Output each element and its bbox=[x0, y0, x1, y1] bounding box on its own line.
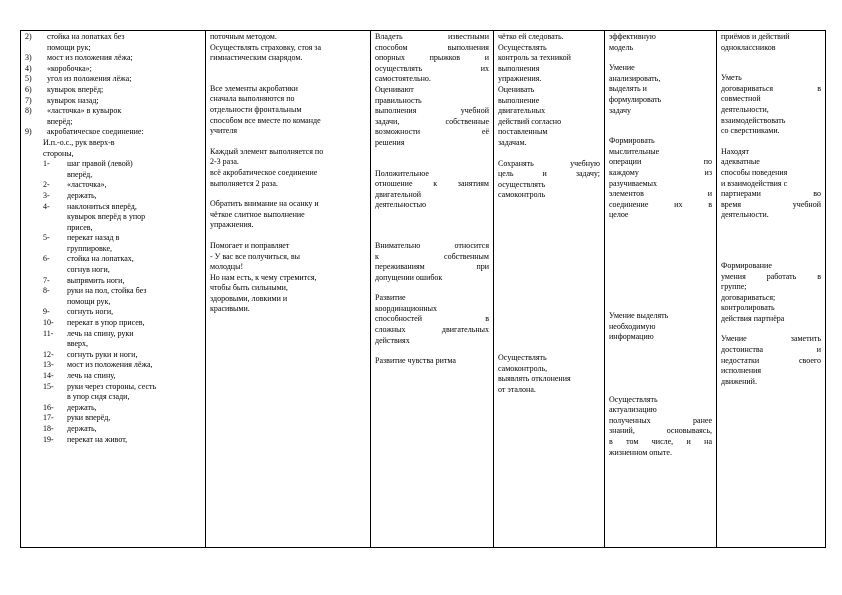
text-line: Осуществлять страховку, стоя за bbox=[210, 42, 321, 52]
text-line: способом все вместе по команде bbox=[210, 115, 321, 125]
list-item-number: 9- bbox=[43, 307, 50, 317]
text-line: взаимодействовать bbox=[721, 115, 786, 125]
list-item-text: «ласточка», bbox=[67, 180, 107, 190]
list-item bbox=[25, 202, 201, 213]
text-line: выявлять отклонения bbox=[498, 374, 571, 384]
text-line: достоинства и bbox=[721, 345, 821, 355]
text-line: чёткое слитное выполнение bbox=[210, 209, 305, 219]
list-item-number: 18- bbox=[43, 423, 54, 433]
text-line: Но нам есть, к чему стремится, bbox=[210, 272, 317, 282]
list-item bbox=[25, 32, 201, 43]
text-line: Все элементы акробатики bbox=[210, 83, 298, 93]
list-item-text: «ласточка» в кувырок bbox=[47, 106, 122, 116]
text-line: эффективную bbox=[609, 32, 656, 41]
text-line: опорных прыжков и bbox=[375, 53, 489, 63]
text-line: способы поведения bbox=[721, 167, 788, 177]
text-line: в том числе, и на bbox=[609, 437, 712, 447]
list-item-number: 4- bbox=[43, 201, 50, 211]
list-item bbox=[25, 127, 201, 138]
text-line: анализировать, bbox=[609, 73, 661, 83]
text-line: от эталона. bbox=[498, 384, 536, 394]
text-line: чтобы быть сильными, bbox=[210, 283, 288, 293]
text-line: способностей в bbox=[375, 314, 489, 324]
list-item-number: 2) bbox=[25, 32, 32, 41]
list-item-number: 6- bbox=[43, 254, 50, 264]
list-item-text: угол из положения лёжа; bbox=[47, 74, 132, 84]
list-item bbox=[25, 223, 201, 234]
text-line: Формирование bbox=[721, 260, 772, 270]
text-line: Развитие чувства ритма bbox=[375, 356, 456, 366]
regulatory-paragraph bbox=[498, 32, 600, 149]
list-item-text: держать, bbox=[67, 402, 97, 412]
list-item-number: 14- bbox=[43, 371, 54, 380]
list-item bbox=[25, 212, 201, 223]
list-item-text: акробатическое соединение: bbox=[47, 127, 144, 137]
text-line: договариваться; bbox=[721, 292, 776, 302]
list-item-number: 8) bbox=[25, 106, 32, 116]
text-line: двигательной bbox=[375, 189, 422, 199]
list-item-text: лечь на спину, bbox=[67, 371, 116, 380]
text-line: самостоятельно. bbox=[375, 74, 431, 84]
list-item-text: согнув ноги, bbox=[67, 265, 110, 275]
list-item bbox=[25, 180, 201, 191]
text-line: исполнения bbox=[721, 366, 762, 376]
combo-intro-line: И.п.-о.с., рук вверх-в bbox=[43, 137, 115, 147]
text-line: операции по bbox=[609, 157, 712, 167]
text-line: разучиваемых bbox=[609, 178, 658, 188]
list-item bbox=[25, 74, 201, 85]
text-line: договариваться в bbox=[721, 83, 821, 93]
regulatory-actions-cell bbox=[494, 31, 605, 548]
list-item-text: кувырок назад; bbox=[47, 95, 99, 105]
text-line: задачу bbox=[609, 105, 632, 115]
text-line: правильность bbox=[375, 95, 422, 105]
list-item-text: вверх, bbox=[67, 339, 89, 349]
communicative-actions-cell bbox=[717, 31, 826, 548]
results-paragraph bbox=[375, 169, 489, 211]
list-item bbox=[25, 339, 201, 350]
list-item bbox=[25, 307, 201, 318]
list-item-number: 4) bbox=[25, 63, 32, 73]
list-item bbox=[25, 64, 201, 75]
results-paragraph bbox=[375, 356, 489, 367]
text-line: возможности её bbox=[375, 127, 489, 137]
list-item-number: 3) bbox=[25, 53, 32, 63]
list-item-number: 13- bbox=[43, 360, 54, 370]
list-item-number: 5- bbox=[43, 233, 50, 243]
text-line: со сверстниками. bbox=[721, 126, 780, 136]
text-line: выделять и bbox=[609, 84, 647, 94]
text-line: Формировать bbox=[609, 136, 655, 146]
list-item-text: стойка на лопатках без bbox=[47, 32, 125, 41]
combo-intro-line: стороны, bbox=[43, 148, 74, 158]
text-line: контроль за техникой bbox=[498, 53, 571, 63]
list-item bbox=[25, 286, 201, 297]
list-item bbox=[25, 233, 201, 244]
list-item-text: руки на пол, стойка без bbox=[67, 286, 147, 296]
list-item-text: вперёд, bbox=[67, 169, 93, 179]
list-item bbox=[25, 360, 201, 371]
text-line: Осуществлять bbox=[609, 394, 658, 404]
list-item-text: шаг правой (левой) bbox=[67, 159, 133, 169]
list-item-number: 8- bbox=[43, 286, 50, 296]
text-line: движений. bbox=[721, 376, 757, 386]
text-line: допущении ошибок bbox=[375, 272, 443, 282]
text-line: Обратить внимание на осанку и bbox=[210, 199, 319, 209]
text-line: Сохранять учебную bbox=[498, 158, 600, 168]
text-line: самоконтроль bbox=[498, 190, 546, 200]
list-item-text: помощи рук; bbox=[47, 42, 91, 52]
list-item-text: согнуть ноги, bbox=[67, 307, 114, 317]
text-line: Осуществлять bbox=[498, 352, 547, 362]
list-item-text: согнуть руки и ноги, bbox=[67, 349, 138, 359]
list-item bbox=[25, 43, 201, 54]
list-item-text: кувырок вперёд; bbox=[47, 84, 104, 94]
list-item bbox=[25, 117, 201, 128]
text-line: деятельности. bbox=[721, 210, 769, 220]
text-line: молодцы! bbox=[210, 262, 244, 272]
list-item bbox=[25, 371, 201, 382]
list-item bbox=[25, 106, 201, 117]
notes-paragraph bbox=[210, 199, 366, 231]
text-line: Находят bbox=[721, 146, 750, 156]
text-line: выполнения bbox=[498, 63, 540, 73]
text-line: жизненном опыте. bbox=[609, 447, 672, 457]
list-item bbox=[25, 276, 201, 287]
list-item-number: 6) bbox=[25, 84, 32, 94]
list-item-text: перекат на живот, bbox=[67, 434, 128, 444]
list-item-text: руки через стороны, сесть bbox=[67, 381, 157, 391]
text-line: Уметь bbox=[721, 73, 742, 83]
list-item bbox=[25, 382, 201, 393]
text-line: целое bbox=[609, 210, 629, 220]
text-line: здоровыми, ловкими и bbox=[210, 293, 288, 303]
text-line: деятельности, bbox=[721, 104, 769, 114]
text-line: необходимую bbox=[609, 321, 656, 331]
text-line: Положительное bbox=[375, 168, 429, 178]
list-item bbox=[25, 254, 201, 265]
list-item bbox=[25, 318, 201, 329]
list-item-text: наклониться вперёд, bbox=[67, 201, 137, 211]
text-line: модель bbox=[609, 42, 634, 52]
text-line: Развитие bbox=[375, 293, 406, 303]
list-item-text: мост из положения лёжа, bbox=[67, 360, 153, 370]
list-item bbox=[25, 435, 201, 446]
text-line: действия партнёра bbox=[721, 313, 785, 323]
text-line: упражнения. bbox=[210, 220, 254, 230]
cognitive-paragraph bbox=[609, 32, 712, 53]
communicative-paragraph bbox=[721, 32, 821, 53]
text-line: умения работать в bbox=[721, 271, 821, 281]
list-item-text: вперёд; bbox=[47, 116, 73, 126]
notes-paragraph bbox=[210, 241, 366, 315]
text-line: Владеть известными bbox=[375, 32, 489, 41]
list-item-number: 1- bbox=[43, 159, 50, 169]
text-line: элементов и bbox=[609, 189, 712, 199]
communicative-paragraph bbox=[721, 73, 821, 137]
cognitive-paragraph bbox=[609, 136, 712, 221]
text-line: двигательных bbox=[498, 106, 546, 116]
text-line: Оценивают bbox=[375, 84, 414, 94]
text-line: способом выполнения bbox=[375, 42, 489, 52]
text-line: цель и задачу; bbox=[498, 169, 600, 179]
text-line: отдельности фронтальным bbox=[210, 104, 302, 114]
list-item-number: 17- bbox=[43, 413, 54, 423]
text-line: Осуществлять bbox=[498, 42, 547, 52]
lesson-plan-table bbox=[20, 30, 826, 548]
list-item-text: перекат в упор присев, bbox=[67, 318, 145, 328]
list-item bbox=[25, 159, 201, 170]
text-line: Каждый элемент выполняется по bbox=[210, 146, 324, 156]
list-item-number: 15- bbox=[43, 381, 54, 391]
text-line: группе; bbox=[721, 282, 747, 292]
notes-paragraph bbox=[210, 84, 366, 137]
list-item-number: 2- bbox=[43, 180, 50, 190]
text-line: переживаниям при bbox=[375, 262, 489, 272]
regulatory-paragraph bbox=[498, 353, 600, 395]
text-line: каждому из bbox=[609, 167, 712, 177]
text-line: действий согласно bbox=[498, 116, 562, 126]
list-item bbox=[25, 191, 201, 202]
text-line: актуализацию bbox=[609, 405, 657, 415]
list-item bbox=[25, 350, 201, 361]
list-item-text: мост из положения лёжа; bbox=[47, 53, 133, 63]
text-line: адекватные bbox=[721, 157, 760, 167]
list-item-text: помощи рук, bbox=[67, 296, 111, 306]
text-line: Помогает и поправляет bbox=[210, 240, 290, 250]
exercise-list bbox=[25, 32, 201, 138]
text-line: сначала выполняются по bbox=[210, 94, 295, 104]
text-line: информацию bbox=[609, 332, 654, 342]
list-item-text: лечь на спину, руки bbox=[67, 328, 134, 338]
regulatory-paragraph bbox=[498, 159, 600, 201]
text-line: поточным методом. bbox=[210, 32, 277, 41]
text-line: действиях bbox=[375, 335, 410, 345]
cognitive-paragraph bbox=[609, 311, 712, 343]
list-item-text: перекат назад в bbox=[67, 233, 120, 243]
list-item bbox=[25, 392, 201, 403]
results-paragraph bbox=[375, 32, 489, 85]
list-item-text: присев, bbox=[67, 222, 93, 232]
list-item-text: держать, bbox=[67, 423, 97, 433]
notes-paragraph bbox=[210, 32, 366, 64]
text-line: гимнастическим снарядом. bbox=[210, 53, 303, 63]
text-line: формулировать bbox=[609, 94, 662, 104]
results-paragraph bbox=[375, 241, 489, 283]
text-line: координационных bbox=[375, 303, 438, 313]
text-line: одноклассников bbox=[721, 42, 776, 52]
list-item-text: держать, bbox=[67, 190, 97, 200]
list-item-number: 5) bbox=[25, 74, 32, 84]
text-line: выполнения учебной bbox=[375, 106, 489, 116]
text-line: всё акробатическое соединение bbox=[210, 167, 318, 177]
list-item-text: выпрямить ноги, bbox=[67, 275, 125, 285]
text-line: знаний, основываясь, bbox=[609, 426, 712, 436]
text-line: полученных ранее bbox=[609, 415, 712, 425]
list-item-number: 7- bbox=[43, 275, 50, 285]
text-line: выполняется 2 раза. bbox=[210, 178, 278, 188]
list-item bbox=[25, 96, 201, 107]
text-line: - У вас все получиться, вы bbox=[210, 251, 301, 261]
list-item bbox=[25, 170, 201, 181]
text-line: деятельностью bbox=[375, 200, 427, 210]
list-item bbox=[25, 297, 201, 308]
cognitive-paragraph bbox=[609, 63, 712, 116]
list-item-text: «коробочка»; bbox=[47, 63, 92, 73]
text-line: и взаимодействия с bbox=[721, 178, 788, 188]
list-item bbox=[25, 403, 201, 414]
table-row bbox=[21, 31, 826, 548]
list-item bbox=[25, 329, 201, 340]
exercise-content-cell bbox=[21, 31, 206, 548]
text-line: красивыми. bbox=[210, 304, 250, 314]
text-line: решения bbox=[375, 137, 405, 147]
list-item-number: 10- bbox=[43, 318, 54, 328]
list-item-text: в упор сидя сзади, bbox=[67, 392, 130, 402]
list-item-number: 19- bbox=[43, 434, 54, 444]
list-item-text: руки вперёд, bbox=[67, 413, 111, 423]
list-item-number: 11- bbox=[43, 328, 54, 338]
text-line: отношение к занятиям bbox=[375, 179, 489, 189]
list-item-number: 7) bbox=[25, 95, 32, 105]
personal-results-cell bbox=[371, 31, 494, 548]
list-item-number: 12- bbox=[43, 349, 54, 359]
text-line: Внимательно относится bbox=[375, 240, 489, 250]
text-line: поставленным bbox=[498, 127, 548, 137]
text-line: осуществлять их bbox=[375, 63, 489, 73]
communicative-paragraph bbox=[721, 261, 821, 325]
text-line: недостатки своего bbox=[721, 355, 821, 365]
text-line: приёмов и действий bbox=[721, 32, 790, 41]
list-item-number: 16- bbox=[43, 402, 54, 412]
text-line: 2-3 раза. bbox=[210, 157, 239, 167]
text-line: самоконтроль, bbox=[498, 363, 548, 373]
notes-paragraph bbox=[210, 147, 366, 189]
list-item-text: кувырок вперёд в упор bbox=[67, 212, 146, 222]
text-line: мыслительные bbox=[609, 146, 660, 156]
cognitive-paragraph bbox=[609, 395, 712, 459]
cognitive-actions-cell bbox=[605, 31, 717, 548]
list-item bbox=[25, 413, 201, 424]
list-item bbox=[25, 424, 201, 435]
text-line: совместной bbox=[721, 94, 761, 104]
list-item bbox=[25, 53, 201, 64]
text-line: задачам. bbox=[498, 137, 527, 147]
communicative-paragraph bbox=[721, 147, 821, 221]
list-item-number: 3- bbox=[43, 190, 50, 200]
text-line: задачи, собственные bbox=[375, 116, 489, 126]
results-paragraph bbox=[375, 85, 489, 149]
text-line: сложных двигательных bbox=[375, 325, 489, 335]
text-line: время учебной bbox=[721, 199, 821, 209]
text-line: выполнение bbox=[498, 95, 540, 105]
list-item bbox=[25, 85, 201, 96]
text-line: к собственным bbox=[375, 251, 489, 261]
text-line: осуществлять bbox=[498, 179, 546, 189]
text-line: партнерами во bbox=[721, 189, 821, 199]
text-line: Оценивать bbox=[498, 84, 535, 94]
combo-list bbox=[25, 159, 201, 445]
methodical-notes-cell bbox=[206, 31, 371, 548]
results-paragraph bbox=[375, 293, 489, 346]
list-item bbox=[25, 244, 201, 255]
list-item-text: группировке, bbox=[67, 243, 113, 253]
list-item-number: 9) bbox=[25, 127, 32, 137]
text-line: Умение заметить bbox=[721, 334, 821, 344]
communicative-paragraph bbox=[721, 334, 821, 387]
text-line: Умение выделять bbox=[609, 310, 669, 320]
text-line: контролировать bbox=[721, 303, 775, 313]
text-line: упражнения. bbox=[498, 74, 542, 84]
text-line: учителя bbox=[210, 126, 238, 136]
text-line: Умение bbox=[609, 63, 635, 73]
text-line: чётко ей следовать. bbox=[498, 32, 564, 41]
list-item-text: стойка на лопатках, bbox=[67, 254, 134, 264]
text-line: соединение их в bbox=[609, 199, 712, 209]
list-item bbox=[25, 265, 201, 276]
